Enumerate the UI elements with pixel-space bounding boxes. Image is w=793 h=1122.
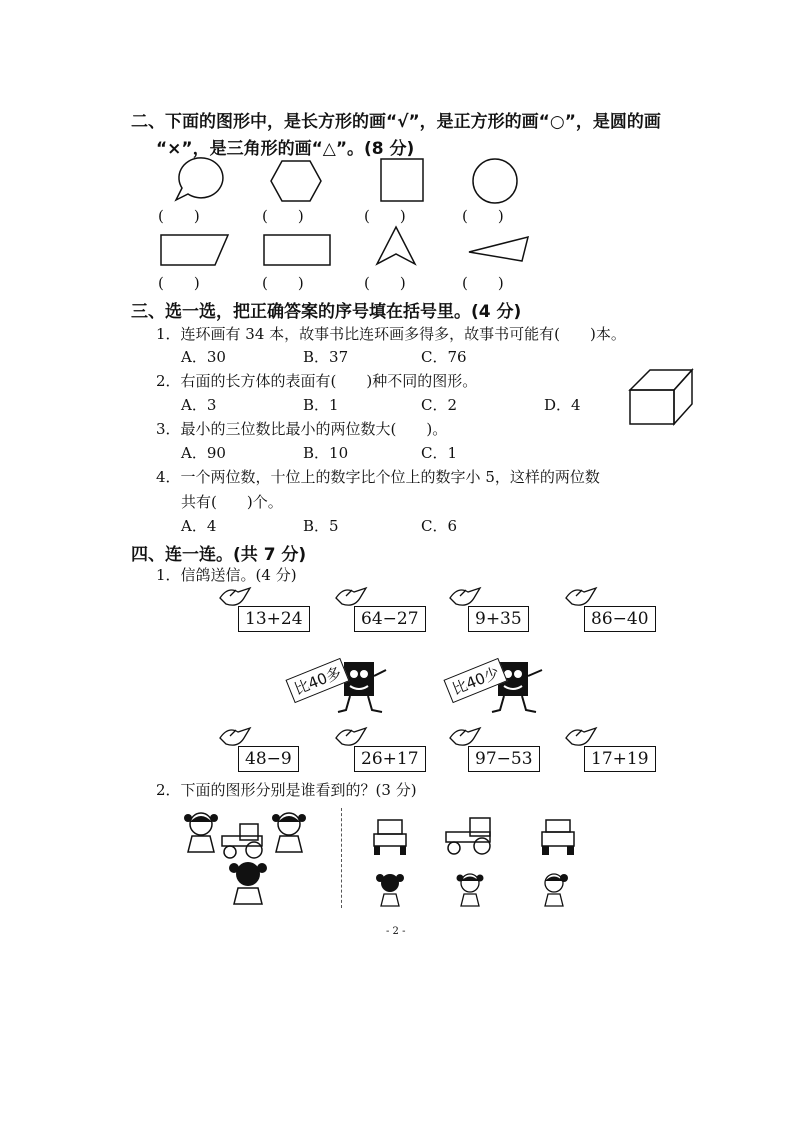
- top-card-1[interactable]: 13+24: [238, 606, 310, 632]
- girl-left-icon: [184, 810, 218, 854]
- speech-bubble-icon: [168, 158, 218, 204]
- section3-title: 三、选一选，把正确答案的序号填在括号里。(4 分): [131, 302, 522, 322]
- q1-option-b[interactable]: B．37: [303, 348, 349, 366]
- section4-title: 四、连一连。(共 7 分): [131, 545, 307, 565]
- q2-option-c[interactable]: C．2: [421, 396, 458, 414]
- sub2-title: 2．下面的图形分别是谁看到的？(3 分): [156, 781, 417, 799]
- q3-stem: 3．最小的三位数比最小的两位数大( )。: [156, 420, 448, 438]
- q4-stem-line1: 4．一个两位数，十位上的数字比个位上的数字小 5，这样的两位数: [156, 468, 600, 486]
- answer-paren-1[interactable]: ( ): [158, 207, 200, 225]
- q3-option-c[interactable]: C．1: [421, 444, 458, 462]
- q3-option-a[interactable]: A．90: [181, 444, 226, 462]
- q1-option-a[interactable]: A．30: [181, 348, 226, 366]
- circle-icon: [472, 158, 518, 204]
- top-card-4[interactable]: 86−40: [584, 606, 656, 632]
- top-card-2[interactable]: 64−27: [354, 606, 426, 632]
- q1-option-c[interactable]: C．76: [421, 348, 467, 366]
- q4-option-c[interactable]: C．6: [421, 517, 458, 535]
- answer-paren-4[interactable]: ( ): [462, 207, 504, 225]
- q3-option-b[interactable]: B．10: [303, 444, 349, 462]
- girl-option-3-icon: [540, 872, 568, 908]
- q4-option-a[interactable]: A．4: [181, 517, 217, 535]
- thin-triangle-icon: [468, 236, 530, 262]
- square-icon: [380, 158, 424, 202]
- answer-paren-7[interactable]: ( ): [364, 274, 406, 292]
- tractor-icon: [218, 822, 270, 860]
- girl-option-2-icon: [456, 872, 484, 908]
- sign-more-than-40[interactable]: 比40多: [285, 658, 349, 703]
- dashed-divider: [341, 808, 342, 908]
- tractor-back-view-icon: [540, 818, 576, 856]
- page-number: - 2 -: [386, 926, 406, 937]
- q4-stem-line2: 共有( )个。: [181, 493, 283, 511]
- bottom-card-2[interactable]: 26+17: [354, 746, 426, 772]
- triangle-icon: [376, 226, 416, 266]
- top-card-3[interactable]: 9+35: [468, 606, 529, 632]
- q2-option-b[interactable]: B．1: [303, 396, 339, 414]
- sign-less-than-40[interactable]: 比40少: [443, 658, 507, 703]
- tractor-front-view-icon: [372, 818, 408, 856]
- girl-right-icon: [272, 810, 306, 854]
- section2-title-line1: 二、下面的图形中，是长方形的画“√”，是正方形的画“○”，是圆的画: [131, 112, 661, 132]
- rectangle-icon: [263, 234, 331, 266]
- answer-paren-8[interactable]: ( ): [462, 274, 504, 292]
- sub1-title: 1．信鸽送信。(4 分): [156, 566, 297, 584]
- girl-back-icon: [228, 858, 268, 906]
- answer-paren-2[interactable]: ( ): [262, 207, 304, 225]
- answer-paren-6[interactable]: ( ): [262, 274, 304, 292]
- q2-option-a[interactable]: A．3: [181, 396, 217, 414]
- answer-paren-3[interactable]: ( ): [364, 207, 406, 225]
- girl-option-1-icon: [376, 872, 404, 908]
- answer-paren-5[interactable]: ( ): [158, 274, 200, 292]
- q1-stem: 1．连环画有 34 本，故事书比连环画多得多，故事书可能有( )本。: [156, 325, 626, 343]
- section2-title-line2: “×”，是三角形的画“△”。(8 分): [156, 139, 415, 159]
- cuboid-icon: [628, 368, 694, 426]
- bottom-card-1[interactable]: 48−9: [238, 746, 299, 772]
- bottom-card-3[interactable]: 97−53: [468, 746, 540, 772]
- parallelogram-icon: [160, 234, 230, 266]
- q4-option-b[interactable]: B．5: [303, 517, 339, 535]
- hexagon-icon: [270, 160, 322, 202]
- q2-option-d[interactable]: D．4: [544, 396, 581, 414]
- q2-stem: 2．右面的长方体的表面有( )种不同的图形。: [156, 372, 478, 390]
- tractor-side-view-icon: [442, 816, 500, 856]
- bottom-card-4[interactable]: 17+19: [584, 746, 656, 772]
